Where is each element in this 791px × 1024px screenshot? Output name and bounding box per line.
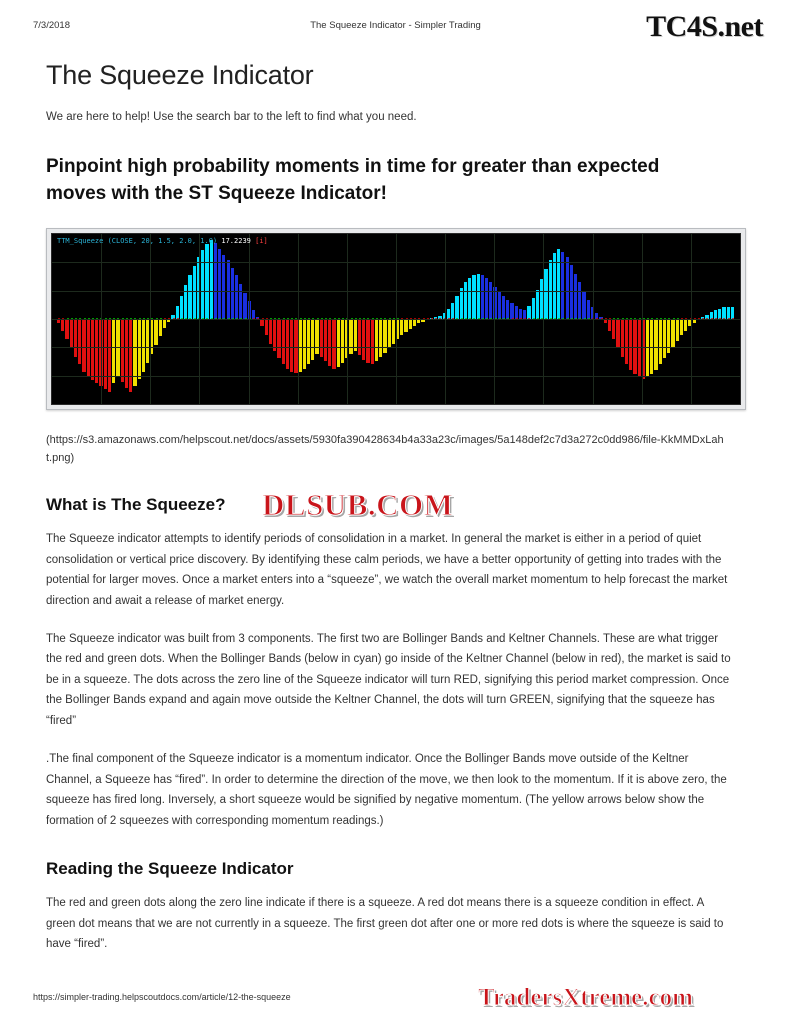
chart-bar [95,319,98,383]
chart-bar [481,275,484,319]
chart-bar [70,319,73,348]
chart-bar [146,319,149,363]
chart-bar [578,282,581,319]
footer-url: https://simpler-trading.helpscoutdocs.com/article/12-the-squeeze [33,992,291,1002]
squeeze-chart-figure [46,228,746,410]
chart-bar [243,293,246,319]
chart-bar [78,319,81,364]
chart-bar [349,319,352,354]
chart-bar [557,249,560,319]
chart-bar [659,319,662,364]
chart-bar [489,282,492,319]
chart-label-flag: [i] [255,236,268,245]
chart-bar [231,268,234,319]
chart-bar [303,319,306,369]
chart-bar [260,319,263,326]
chart-gridline-h [52,319,740,320]
chart-bar [527,306,530,319]
chart-bar [315,319,318,354]
chart-bar [218,249,221,319]
chart-bar [299,319,302,372]
chart-bar [515,306,518,319]
chart-bar [138,319,141,379]
chart-bar [112,319,115,383]
chart-gridline-h [52,376,740,377]
chart-bar [222,255,225,319]
section-heading-what-is-squeeze: What is The Squeeze? [46,495,226,515]
intro-paragraph: We are here to help! Use the search bar to the left to find what you need. [46,111,417,123]
chart-bar [455,296,458,319]
tradersxtreme-watermark: TradersXtreme.com [478,984,693,1011]
chart-bar [328,319,331,366]
chart-bar [74,319,77,357]
chart-bar [676,319,679,341]
section-heading-reading-indicator: Reading the Squeeze Indicator [46,859,294,879]
chart-bar [400,319,403,335]
chart-bar [311,319,314,360]
section1-paragraph-3: .The final component of the Squeeze indicator is a momentum indicator. Once the Bollinger Bands move outside of the Keltner Channel, a Squeeze has “fired”. In order to determine the direction of the move, we then look to the momentum. If it is above zero, the squeeze has fired long. Inversely, a short squeeze would be signified by negative momentum. (The yellow arrows below show the formation of 2 squeezes with corresponding momentum readings.) [46,753,727,827]
chart-bar [472,275,475,319]
dlsub-watermark: DLSUB.COM [262,487,454,522]
chart-bar [341,319,344,363]
chart-bar [121,319,124,382]
chart-bar [307,319,310,364]
chart-bar [159,319,162,337]
page-header [0,10,791,48]
header-date: 7/3/2018 [33,20,70,31]
chart-bar [608,319,611,331]
chart-bar [286,319,289,369]
chart-bar [404,319,407,332]
chart-bar [290,319,293,372]
chart-bar [464,282,467,319]
chart-bar [87,319,90,378]
section2-paragraph-1: The red and green dots along the zero line indicate if there is a squeeze. A red dot means there is a squeeze condition in effect. A green dot means that we are not currently in a squeeze. The first green dot after one or more red dots is where the squeeze is said to have “fired”. [46,897,724,951]
chart-bar [574,274,577,319]
chart-bar [282,319,285,364]
chart-bar [553,253,556,319]
chart-bar [366,319,369,363]
chart-bar [612,319,615,339]
chart-bar [536,290,539,319]
chart-bar [502,296,505,319]
chart-gridline-h [52,262,740,263]
chart-bar [277,319,280,359]
chart-bar [392,319,395,344]
chart-bar [265,319,268,335]
chart-bar [582,291,585,319]
chart-bar [663,319,666,359]
chart-bar [498,291,501,319]
chart-bar [409,319,412,329]
chart-bar [227,260,230,319]
chart-bar [671,319,674,347]
header-title: The Squeeze Indicator - Simpler Trading [310,20,481,31]
chart-bar [362,319,365,360]
chart-bar [629,319,632,370]
chart-bar [108,319,111,392]
chart-bar [320,319,323,357]
chart-bar [235,275,238,319]
chart-bar [61,319,64,331]
chart-bar [82,319,85,372]
chart-bar [621,319,624,357]
chart-bar [65,319,68,339]
chart-bar [510,303,513,319]
chart-bar [638,319,641,378]
chart-bar [193,266,196,319]
chart-bar [125,319,128,388]
chart-bar [544,269,547,319]
chart-bar [375,319,378,361]
chart-bar [332,319,335,369]
chart-bar [104,319,107,389]
chart-bar [532,298,535,318]
chart-bar [646,319,649,378]
tagline-heading: Pinpoint high probability moments in time for greater than expected moves with the ST Squeeze Indicator! [46,155,660,205]
chart-label-name: TTM_Squeeze (CLOSE, 20, 1.5, 2.0, 1.0) [57,236,218,245]
chart-bar [205,244,208,319]
chart-bar [239,284,242,319]
chart-bar [214,243,217,319]
chart-bar [154,319,157,345]
chart-bar [680,319,683,335]
chart-bar [180,296,183,319]
chart-label [57,237,268,245]
chart-bar [549,260,552,319]
chart-bar [684,319,687,331]
chart-bar [566,257,569,318]
tc4s-watermark: TC4S.net [646,10,763,43]
chart-bar [468,278,471,319]
chart-bar [413,319,416,326]
figure-caption: (https://s3.amazonaws.com/helpscout.net/docs/assets/5930fa390428634b4a33a23c/images/5a148def2c7d3a272c0dd986/file-KkMMDxLaht.png) [46,433,724,464]
chart-bar [379,319,382,357]
chart-bar [337,319,340,367]
chart-bar [129,319,132,392]
section1-paragraph-2: The Squeeze indicator was built from 3 components. The first two are Bollinger Bands and Keltner Channels. These are what trigger the red and green dots. When the Bollinger Bands (below in cyan) go inside of the Keltner Channel (below in red), the market is said to be in a squeeze. The dots across the zero line of the Squeeze indicator will turn RED, signifying this period market compression. Once the Bollinger Bands expand and again move outside the Keltner Channel, the dots will turn GREEN, signifying that the squeeze has “fired” [46,632,731,727]
section1-paragraph-1: The Squeeze indicator attempts to identify periods of consolidation in a market. In general the market is either in a period of quiet consolidation or vertical price discovery. By identifying these calm periods, we have a better opportunity of getting into trades with the potential for larger moves. Once a market enters into a “squeeze”, we watch the overall market momentum to help forecast the market direction and await a release of market energy. [46,533,728,607]
chart-bar [587,300,590,319]
chart-bar [616,319,619,348]
squeeze-chart [51,233,741,405]
chart-bar [324,319,327,361]
chart-bar [142,319,145,372]
chart-bar [460,288,463,319]
chart-bar [506,300,509,319]
chart-gridline-h [52,291,740,292]
chart-gridline-h [52,347,740,348]
chart-bar [477,274,480,319]
chart-bar [269,319,272,344]
chart-bar [451,303,454,319]
chart-bar [188,275,191,319]
chart-label-value: 17.2239 [221,236,251,245]
chart-bar [176,306,179,319]
chart-bar [358,319,361,356]
chart-bar [654,319,657,370]
chart-bar [371,319,374,364]
chart-bar [91,319,94,380]
chart-bar [625,319,628,364]
page-title: The Squeeze Indicator [46,60,314,90]
chart-bar [210,240,213,319]
chart-bar [485,278,488,319]
chart-bar [163,319,166,328]
chart-bar [388,319,391,348]
chart-bar [201,250,204,319]
